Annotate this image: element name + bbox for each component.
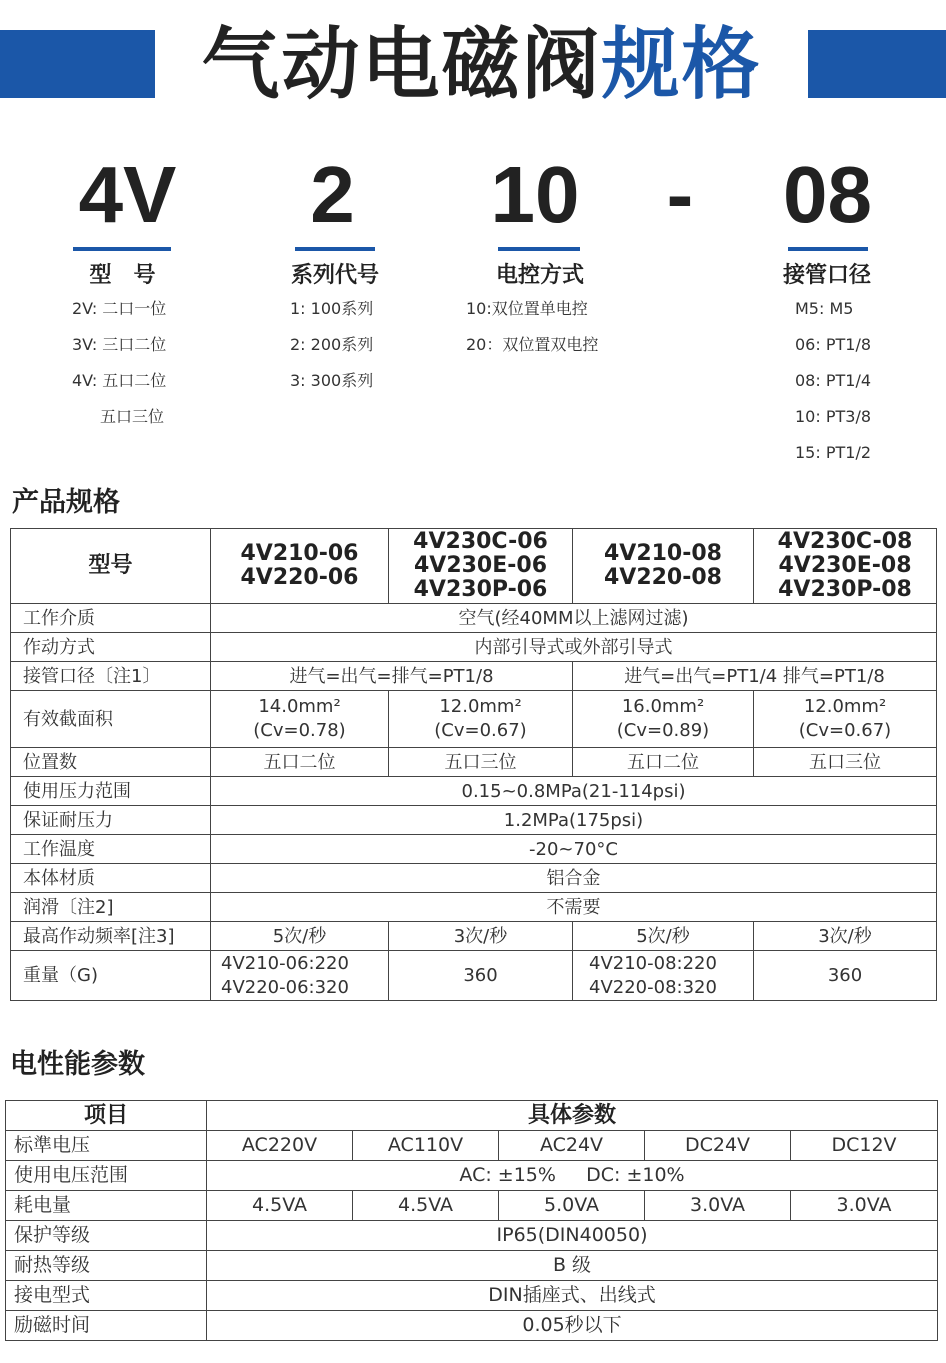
option-item: M5: M5 (795, 299, 854, 318)
row-value: 4V210-06:220 4V220-06:320 (211, 951, 389, 1001)
model-code-separator: - (666, 150, 694, 239)
row-value: DC24V (645, 1131, 791, 1161)
options-type (72, 298, 166, 442)
row-value: 3次/秒 (389, 922, 573, 951)
row-value: AC: ±15% DC: ±10% (207, 1161, 938, 1191)
row-value: 0.15~0.8MPa(21-114psi) (211, 777, 937, 806)
row-value: 5.0VA (499, 1191, 645, 1221)
row-value: 3次/秒 (754, 922, 937, 951)
product-spec-table (10, 528, 937, 1001)
option-item: 3V: 三口二位 (72, 335, 167, 354)
option-item: 2V: 二口一位 (72, 299, 167, 318)
option-item: 15: PT1/2 (795, 443, 872, 462)
row-label: 使用电压范围 (6, 1161, 207, 1191)
row-value: 360 (389, 951, 573, 1001)
table-row (11, 529, 937, 604)
table-row (6, 1161, 938, 1191)
table-row (6, 1251, 938, 1281)
options-series (290, 298, 373, 406)
row-value: 3.0VA (645, 1191, 791, 1221)
row-value: 4.5VA (353, 1191, 499, 1221)
row-label: 标準电压 (6, 1131, 207, 1161)
header-model: 4V210-08 4V220-08 (573, 529, 754, 604)
options-port (795, 298, 871, 478)
column-title-control: 电控方式 (495, 263, 584, 288)
header-model: 4V230C-06 4V230E-06 4V230P-06 (389, 529, 573, 604)
electrical-table (5, 1100, 938, 1341)
row-label: 耗电量 (6, 1191, 207, 1221)
table-row (11, 662, 937, 691)
electrical-title: 电性能参数 (10, 1049, 145, 1080)
option-item: 20：双位置双电控 (466, 335, 599, 354)
row-label: 位置数 (11, 748, 211, 777)
row-value: 5次/秒 (573, 922, 754, 951)
header-model: 4V230C-08 4V230E-08 4V230P-08 (754, 529, 937, 604)
table-row (11, 893, 937, 922)
row-label: 作动方式 (11, 633, 211, 662)
table-row (11, 806, 937, 835)
row-value: AC110V (353, 1131, 499, 1161)
row-value: 空气(经40MM以上滤网过滤) (211, 604, 937, 633)
table-row (6, 1101, 938, 1131)
header-model: 4V210-06 4V220-06 (211, 529, 389, 604)
row-label: 接电型式 (6, 1281, 207, 1311)
row-label: 工作温度 (11, 835, 211, 864)
table-row (11, 777, 937, 806)
header-item: 项目 (6, 1101, 207, 1131)
row-value: DIN插座式、出线式 (207, 1281, 938, 1311)
row-value: 五口二位 (211, 748, 389, 777)
option-item: 2: 200系列 (290, 335, 374, 354)
page-title (155, 20, 808, 110)
row-value: 16.0mm² (Cv=0.89) (573, 691, 754, 748)
product-spec-title: 产品规格 (12, 487, 120, 518)
row-label: 最高作动频率[注3] (11, 922, 211, 951)
table-row (6, 1221, 938, 1251)
row-value: 0.05秒以下 (207, 1311, 938, 1341)
option-item: 3: 300系列 (290, 371, 374, 390)
row-label: 本体材质 (11, 864, 211, 893)
row-value: 五口二位 (573, 748, 754, 777)
page-title-highlight: 规格 (601, 20, 762, 110)
row-label: 重量（G) (11, 951, 211, 1001)
row-value: B 级 (207, 1251, 938, 1281)
column-title-series: 系列代号 (290, 263, 379, 288)
model-code-series: 2 (310, 150, 355, 239)
row-value: AC220V (207, 1131, 353, 1161)
table-row (6, 1131, 938, 1161)
row-label: 有效截面积 (11, 691, 211, 748)
row-value: -20~70°C (211, 835, 937, 864)
option-item: 10:双位置单电控 (466, 299, 588, 318)
row-label: 耐热等级 (6, 1251, 207, 1281)
row-value: DC12V (791, 1131, 938, 1161)
row-value: IP65(DIN40050) (207, 1221, 938, 1251)
row-value: 12.0mm² (Cv=0.67) (389, 691, 573, 748)
row-value: 360 (754, 951, 937, 1001)
table-row (11, 922, 937, 951)
row-value: 铝合金 (211, 864, 937, 893)
table-row (11, 835, 937, 864)
title-bar-right (808, 30, 946, 98)
row-value: 五口三位 (389, 748, 573, 777)
page-title-main: 气动电磁阀 (201, 20, 602, 110)
title-bar-left (0, 30, 155, 98)
row-label: 润滑〔注2] (11, 893, 211, 922)
underline-control (498, 247, 580, 251)
table-row (11, 748, 937, 777)
column-title-type: 型 号 (89, 263, 156, 288)
option-item: 06: PT1/8 (795, 335, 872, 354)
row-value: 14.0mm² (Cv=0.78) (211, 691, 389, 748)
underline-type (73, 247, 171, 251)
underline-series (295, 247, 375, 251)
model-code-control: 10 (490, 150, 580, 239)
table-row (11, 864, 937, 893)
option-item: 1: 100系列 (290, 299, 374, 318)
row-label: 接管口径〔注1〕 (11, 662, 211, 691)
row-value: 1.2MPa(175psi) (211, 806, 937, 835)
row-value: 内部引导式或外部引导式 (211, 633, 937, 662)
row-value: 进气=出气=PT1/4 排气=PT1/8 (573, 662, 937, 691)
table-row (11, 951, 937, 1001)
model-code-port: 08 (783, 150, 872, 239)
table-row (11, 691, 937, 748)
table-row (11, 633, 937, 662)
options-control (466, 298, 598, 370)
row-value: 5次/秒 (211, 922, 389, 951)
row-value: 4V210-08:220 4V220-08:320 (573, 951, 754, 1001)
table-row (6, 1311, 938, 1341)
row-value: 12.0mm² (Cv=0.67) (754, 691, 937, 748)
header-params: 具体参数 (207, 1101, 938, 1131)
option-item: 08: PT1/4 (795, 371, 872, 390)
row-value: 3.0VA (791, 1191, 938, 1221)
underline-port (788, 247, 868, 251)
row-value: 不需要 (211, 893, 937, 922)
table-row (6, 1191, 938, 1221)
header-model-label: 型号 (11, 529, 211, 604)
option-item: 10: PT3/8 (795, 407, 872, 426)
model-code-type: 4V (78, 150, 177, 239)
row-value: AC24V (499, 1131, 645, 1161)
row-value: 4.5VA (207, 1191, 353, 1221)
row-value: 进气=出气=排气=PT1/8 (211, 662, 573, 691)
row-label: 使用压力范围 (11, 777, 211, 806)
row-label: 工作介质 (11, 604, 211, 633)
row-label: 保证耐压力 (11, 806, 211, 835)
row-value: 五口三位 (754, 748, 937, 777)
row-label: 保护等级 (6, 1221, 207, 1251)
row-label: 励磁时间 (6, 1311, 207, 1341)
table-row (11, 604, 937, 633)
column-title-port: 接管口径 (782, 263, 871, 288)
option-item: 五口三位 (100, 407, 165, 426)
option-item: 4V: 五口二位 (72, 371, 167, 390)
table-row (6, 1281, 938, 1311)
